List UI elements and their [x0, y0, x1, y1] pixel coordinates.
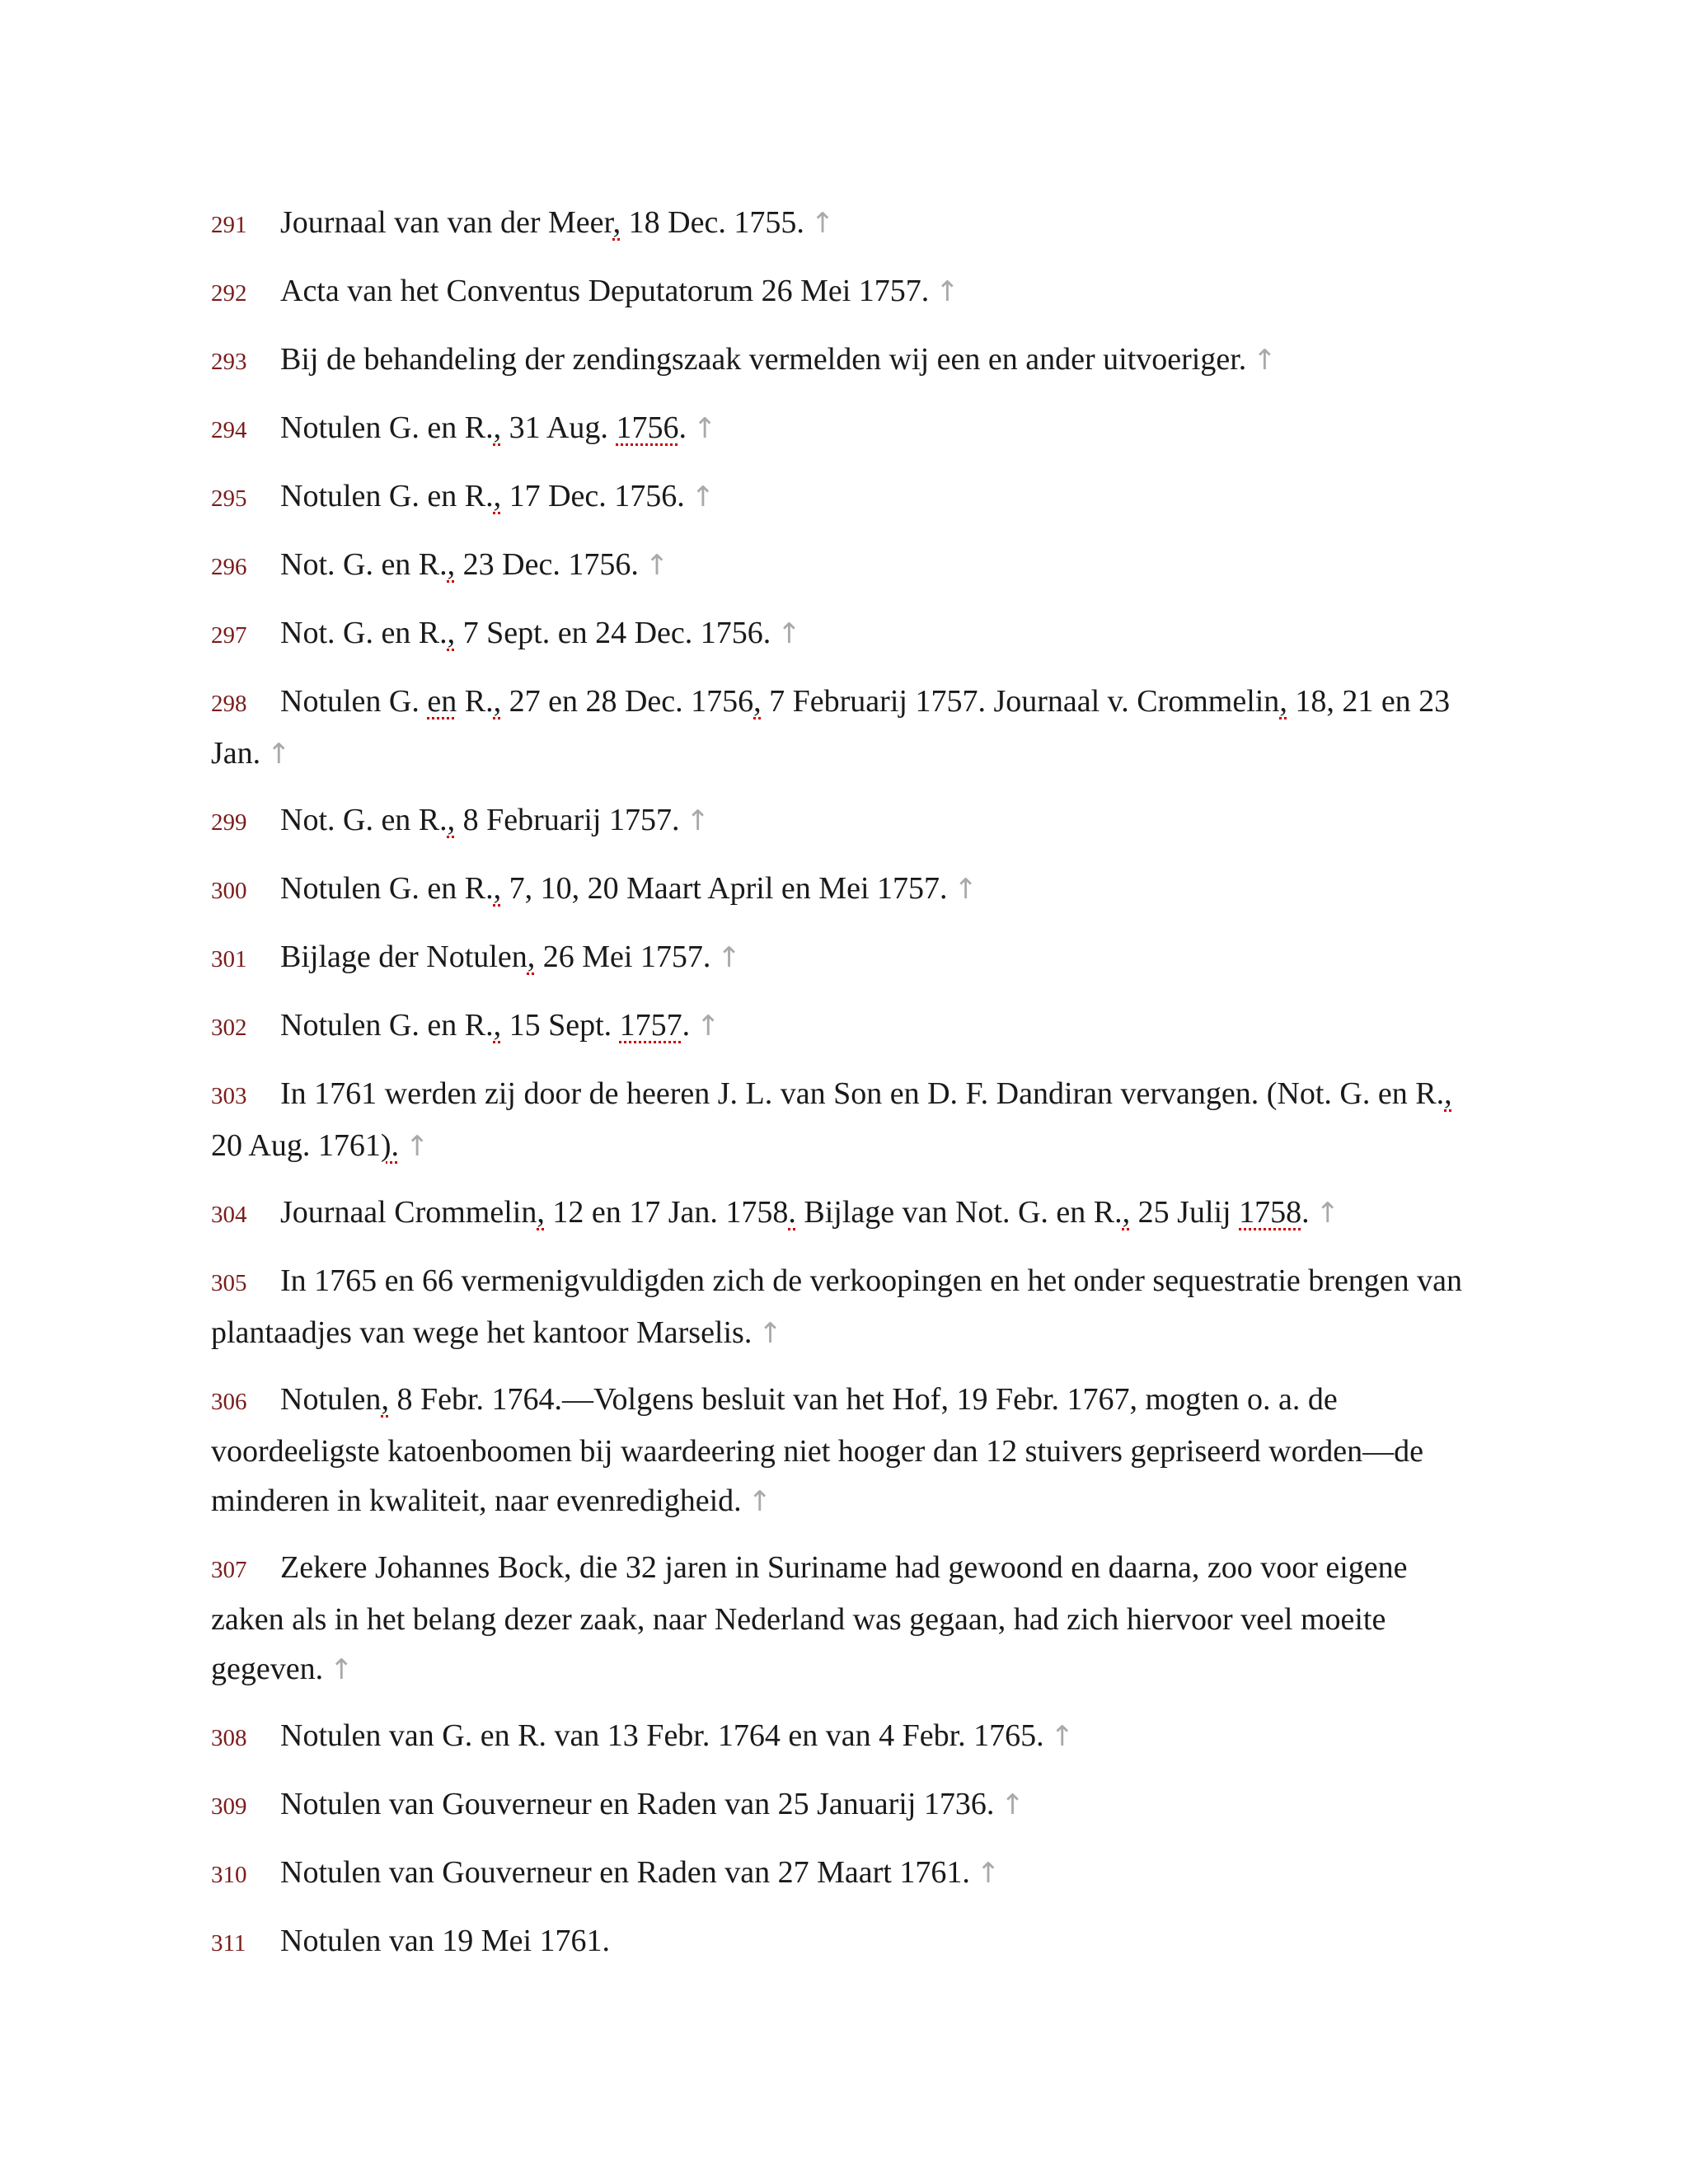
- flagged-text: ,: [447, 547, 456, 582]
- footnote-302: [211, 1001, 1464, 1052]
- flagged-text: en: [427, 684, 457, 719]
- flagged-text: .: [788, 1195, 796, 1230]
- footnote-307: [211, 1543, 1464, 1694]
- footnote-number: 306: [211, 1389, 247, 1415]
- footnote-number: 309: [211, 1793, 247, 1820]
- footnote-303: [211, 1069, 1464, 1171]
- flagged-text: ,: [753, 684, 762, 719]
- back-arrow-icon[interactable]: ↑: [758, 1317, 782, 1350]
- footnote-294: [211, 403, 1464, 455]
- footnote-308: [211, 1711, 1464, 1763]
- footnote-text: Not. G. en R.: [280, 616, 448, 650]
- footnote-300: [211, 864, 1464, 916]
- footnote-text: Notulen van G. en R. van 13 Febr. 1764 en van 4 Febr. 1765.: [280, 1718, 1044, 1753]
- footnote-311: [211, 1916, 1464, 1968]
- footnote-text: Notulen van Gouverneur en Raden van 25 Januarij 1736.: [280, 1787, 995, 1821]
- footnote-text: 23 Dec. 1756.: [455, 547, 639, 582]
- back-arrow-icon[interactable]: ↑: [1315, 1197, 1340, 1230]
- flagged-text: ,: [1444, 1076, 1452, 1111]
- footnote-number: 298: [211, 691, 247, 717]
- flagged-text: ,: [447, 803, 456, 837]
- footnote-text: Not. G. en R.: [280, 547, 448, 582]
- back-arrow-icon[interactable]: ↑: [696, 1010, 720, 1043]
- back-arrow-icon[interactable]: ↑: [645, 549, 669, 582]
- footnote-305: [211, 1256, 1464, 1358]
- flagged-text: ,: [493, 684, 502, 719]
- back-arrow-icon[interactable]: ↑: [777, 617, 801, 650]
- footnote-text: Notulen G. en R.: [280, 1008, 494, 1043]
- footnote-text: Notulen G.: [280, 684, 428, 719]
- footnote-number: 300: [211, 878, 247, 904]
- footnote-number: 305: [211, 1270, 247, 1296]
- footnote-text: 7 Sept. en 24 Dec. 1756.: [455, 616, 771, 650]
- flagged-text: ,: [493, 871, 502, 906]
- footnote-text: Notulen van Gouverneur en Raden van 27 Maart 1761.: [280, 1855, 970, 1890]
- back-arrow-icon[interactable]: ↑: [810, 207, 835, 240]
- footnote-number: 297: [211, 622, 247, 649]
- flagged-text: ,: [493, 410, 502, 445]
- footnote-number: 292: [211, 280, 247, 307]
- footnote-number: 301: [211, 946, 247, 972]
- footnote-292: [211, 266, 1464, 318]
- footnote-text: 27 en 28 Dec. 1756: [501, 684, 754, 719]
- footnote-number: 291: [211, 212, 247, 238]
- footnote-number: 310: [211, 1862, 247, 1888]
- flagged-text: 1756: [616, 410, 679, 445]
- flagged-text: ,: [493, 479, 502, 513]
- back-arrow-icon[interactable]: ↑: [1001, 1788, 1025, 1821]
- footnote-text: In 1765 en 66 vermenigvuldigden zich de verkoopingen en het onder sequestratie brengen van plantaadjes van wege het kantoor Marselis.: [211, 1263, 1463, 1350]
- footnote-text: Notulen G. en R.: [280, 871, 494, 906]
- footnote-text: 8 Febr. 1764.—Volgens besluit van het Hof, 19 Febr. 1767, mogten o. a. de voordeeligste katoenboomen bij waardeering niet hooger dan 12 stuivers gepriseerd worden—de minderen in kwaliteit, naar evenredigheid.: [211, 1382, 1423, 1518]
- footnote-291: [211, 198, 1464, 250]
- footnote-301: [211, 932, 1464, 984]
- footnote-number: 302: [211, 1015, 247, 1041]
- footnote-number: 293: [211, 349, 247, 375]
- footnote-number: 303: [211, 1083, 247, 1109]
- footnote-295: [211, 471, 1464, 523]
- footnote-296: [211, 540, 1464, 592]
- flagged-text: ,: [537, 1195, 545, 1230]
- footnote-text: R.: [457, 684, 494, 719]
- footnote-text: 15 Sept.: [501, 1008, 620, 1043]
- back-arrow-icon[interactable]: ↑: [748, 1485, 772, 1518]
- back-arrow-icon[interactable]: ↑: [406, 1130, 429, 1163]
- back-arrow-icon[interactable]: ↑: [935, 275, 959, 308]
- footnote-number: 299: [211, 809, 247, 836]
- flagged-text: ,: [381, 1382, 389, 1417]
- back-arrow-icon[interactable]: ↑: [267, 738, 291, 771]
- footnote-text: Notulen G. en R.: [280, 479, 494, 513]
- flagged-text: ,: [612, 205, 621, 240]
- footnote-number: 296: [211, 554, 247, 580]
- footnote-text: Journaal Crommelin: [280, 1195, 537, 1230]
- footnote-text: 26 Mei 1757.: [535, 940, 711, 974]
- footnote-number: 311: [211, 1930, 246, 1957]
- footnote-text: 25 Julij: [1130, 1195, 1240, 1230]
- footnote-text: Bij de behandeling der zendingszaak vermelden wij een en ander uitvoeriger.: [280, 342, 1247, 377]
- footnote-text: Notulen van 19 Mei 1761.: [280, 1924, 611, 1958]
- footnote-text: Notulen G. en R.: [280, 410, 494, 445]
- footnote-text: Bijlage der Notulen: [280, 940, 528, 974]
- back-arrow-icon[interactable]: ↑: [717, 941, 741, 974]
- footnote-number: 307: [211, 1557, 247, 1583]
- footnote-text: .: [1301, 1195, 1310, 1230]
- back-arrow-icon[interactable]: ↑: [686, 804, 710, 837]
- footnote-304: [211, 1188, 1464, 1240]
- flagged-text: ,: [1279, 684, 1287, 719]
- footnote-text: 20 Aug. 1761: [211, 1128, 381, 1163]
- footnote-297: [211, 608, 1464, 660]
- footnote-list: [211, 198, 1464, 1985]
- footnote-text: Not. G. en R.: [280, 803, 448, 837]
- footnote-text: Notulen: [280, 1382, 382, 1417]
- footnote-number: 294: [211, 417, 247, 443]
- footnote-text: 12 en 17 Jan. 1758: [544, 1195, 789, 1230]
- footnote-text: Acta van het Conventus Deputatorum 26 Mei 1757.: [280, 274, 930, 308]
- footnote-text: In 1761 werden zij door de heeren J. L. van Son en D. F. Dandiran vervangen. (Not. G. en R.: [280, 1076, 1445, 1111]
- flagged-text: ,: [447, 616, 456, 650]
- flagged-text: ,: [493, 1008, 502, 1043]
- back-arrow-icon[interactable]: ↑: [691, 480, 715, 513]
- footnote-text: 7, 10, 20 Maart April en Mei 1757.: [501, 871, 948, 906]
- footnote-number: 304: [211, 1202, 247, 1228]
- flagged-text: 1758: [1239, 1195, 1302, 1230]
- footnote-293: [211, 335, 1464, 387]
- footnote-299: [211, 795, 1464, 847]
- footnote-309: [211, 1779, 1464, 1831]
- footnote-text: .: [678, 410, 687, 445]
- flagged-text: 1757: [619, 1008, 682, 1043]
- footnote-number: 308: [211, 1725, 247, 1751]
- footnote-text: Journaal van van der Meer: [280, 205, 613, 240]
- back-arrow-icon[interactable]: ↑: [330, 1653, 354, 1686]
- footnote-text: .: [682, 1008, 691, 1043]
- footnote-text: 18 Dec. 1755.: [621, 205, 804, 240]
- footnote-306: [211, 1375, 1464, 1526]
- footnote-text: Bijlage van Not. G. en R.: [795, 1195, 1123, 1230]
- footnote-text: 31 Aug.: [501, 410, 617, 445]
- footnote-298: [211, 677, 1464, 779]
- footnote-text: 8 Februarij 1757.: [455, 803, 680, 837]
- back-arrow-icon[interactable]: ↑: [1050, 1720, 1075, 1753]
- flagged-text: ).: [380, 1128, 400, 1163]
- back-arrow-icon[interactable]: ↑: [692, 412, 717, 445]
- back-arrow-icon[interactable]: ↑: [1253, 344, 1277, 377]
- footnote-text: Zekere Johannes Bock, die 32 jaren in Suriname had gewoond en daarna, zoo voor eigene zaken als in het belang dezer zaak, naar Nederland was gegaan, had zich hiervoor veel moeite gegeven.: [211, 1550, 1408, 1686]
- footnote-text: 7 Februarij 1757. Journaal v. Crommelin: [761, 684, 1280, 719]
- footnote-number: 295: [211, 485, 247, 512]
- footnote-310: [211, 1848, 1464, 1900]
- footnote-text: 17 Dec. 1756.: [501, 479, 685, 513]
- flagged-text: ,: [527, 940, 536, 974]
- back-arrow-icon[interactable]: ↑: [976, 1857, 1001, 1890]
- footnote-text: 18, 21 en 23 Jan.: [211, 684, 1451, 771]
- back-arrow-icon[interactable]: ↑: [954, 873, 978, 906]
- flagged-text: ,: [1122, 1195, 1131, 1230]
